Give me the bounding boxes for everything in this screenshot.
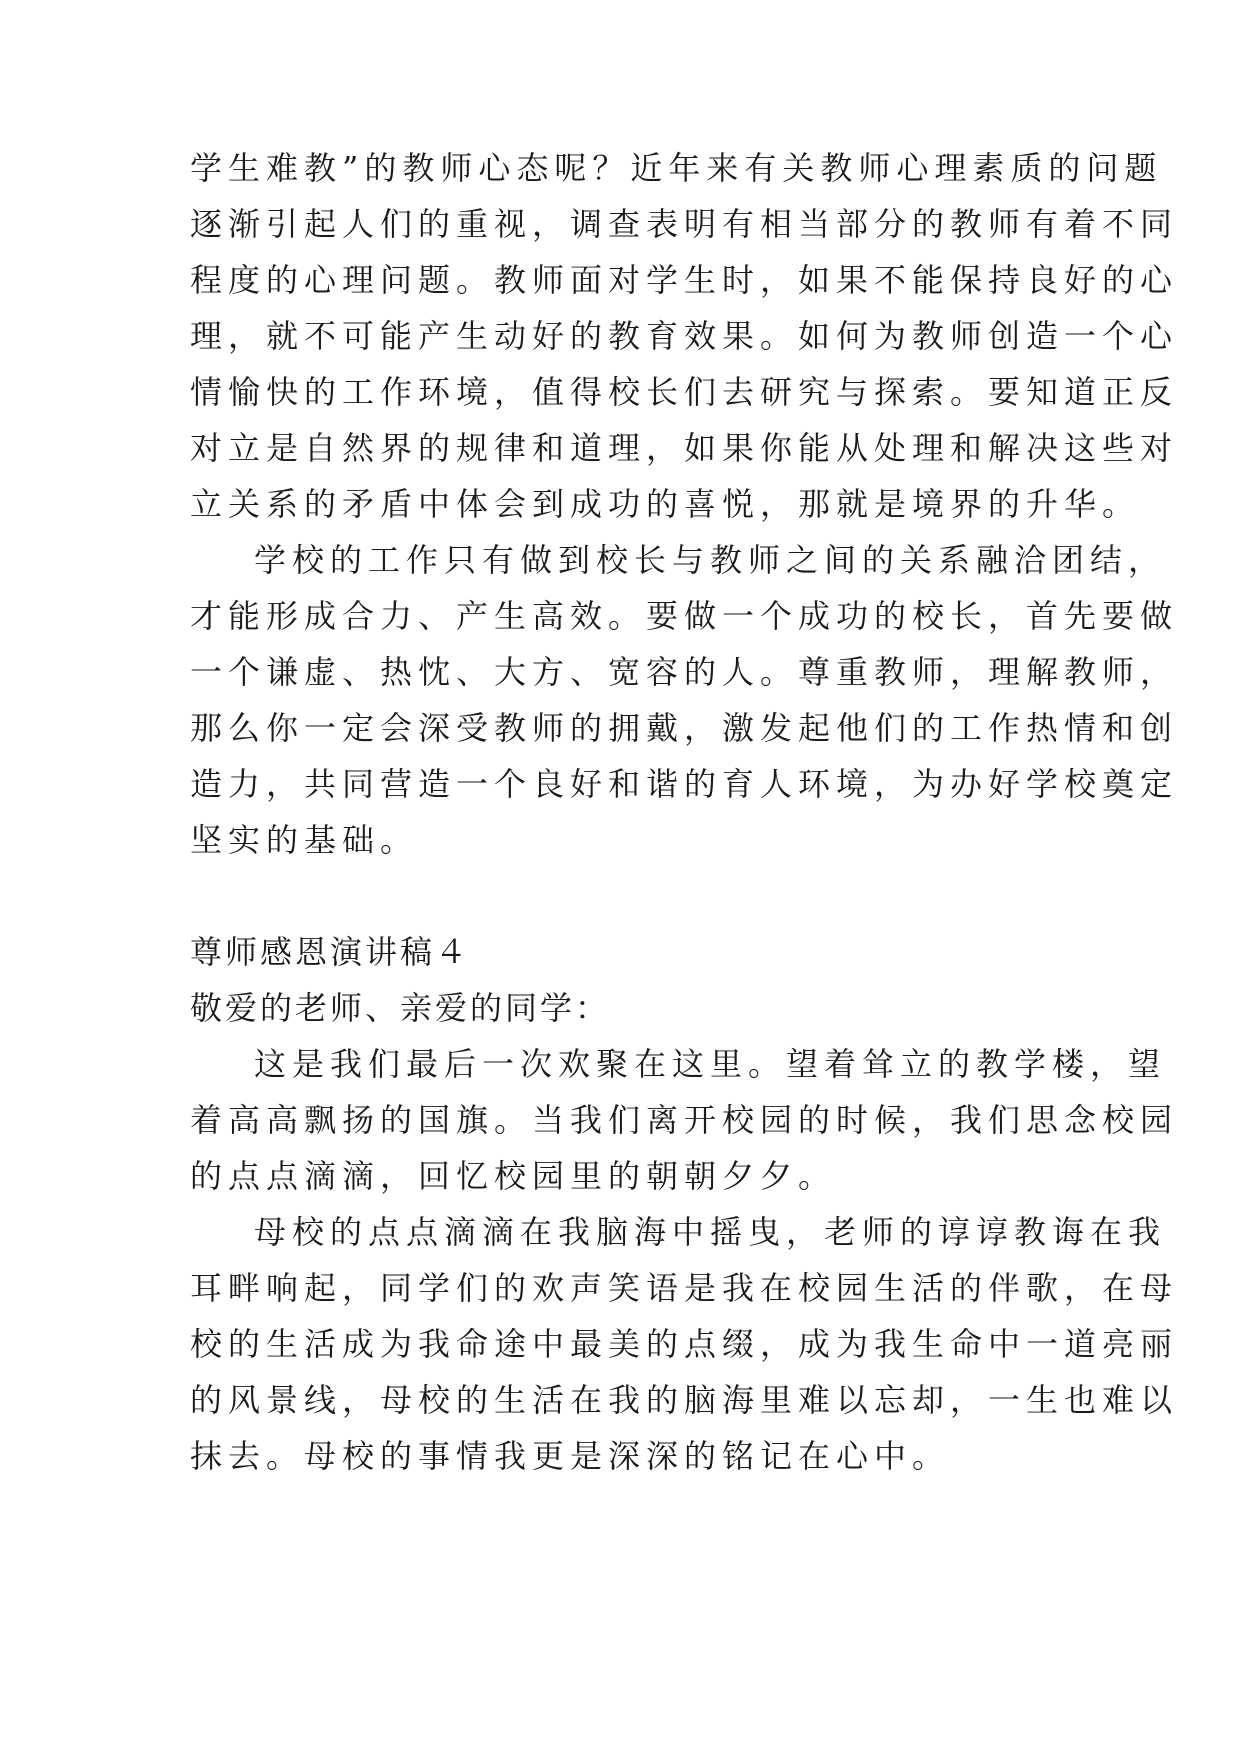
paragraph-2-line-5: 造力，共同营造一个良好和谐的育人环境，为办好学校奠定 [190,765,1179,803]
paragraph-2-line-1: 学校的工作只有做到校长与教师之间的关系融洽团结， [254,541,1167,579]
paragraph-1-line-6: 对立是自然界的规律和道理，如果你能从处理和解决这些对 [190,429,1179,467]
paragraph-1-line-7: 立关系的矛盾中体会到成功的喜悦，那就是境界的升华。 [190,485,1141,523]
paragraph-2-line-6: 坚实的基础。 [190,821,419,859]
paragraph-3-line-3: 的点点滴滴，回忆校园里的朝朝夕夕。 [190,1157,837,1195]
paragraph-1-line-5: 情愉快的工作环境，值得校长们去研究与探索。要知道正反 [190,373,1179,411]
paragraph-4-line-1: 母校的点点滴滴在我脑海中摇曳，老师的谆谆教诲在我 [254,1213,1167,1251]
paragraph-2-line-3: 一个谦虚、热忱、大方、宽容的人。尊重教师，理解教师， [190,653,1179,691]
paragraph-1-line-3: 程度的心理问题。教师面对学生时，如果不能保持良好的心 [190,261,1179,299]
paragraph-4-line-3: 校的生活成为我命途中最美的点缀，成为我生命中一道亮丽 [190,1325,1179,1363]
salutation: 敬爱的老师、亲爱的同学： [190,989,611,1027]
section-title: 尊师感恩演讲稿４ [190,933,471,971]
paragraph-3-line-2: 着高高飘扬的国旗。当我们离开校园的时候，我们思念校园 [190,1101,1179,1139]
paragraph-4-line-5: 抹去。母校的事情我更是深深的铭记在心中。 [190,1437,951,1475]
paragraph-1-line-1: 学生难教”的教师心态呢？近年来有关教师心理素质的问题 [190,149,1163,187]
paragraph-4-line-4: 的风景线，母校的生活在我的脑海里难以忘却，一生也难以 [190,1381,1179,1419]
paragraph-1-line-2: 逐渐引起人们的重视，调查表明有相当部分的教师有着不同 [190,205,1179,243]
paragraph-1-line-4: 理，就不可能产生动好的教育效果。如何为教师创造一个心 [190,317,1179,355]
paragraph-2-line-2: 才能形成合力、产生高效。要做一个成功的校长，首先要做 [190,597,1179,635]
paragraph-4-line-2: 耳畔响起，同学们的欢声笑语是我在校园生活的伴歌，在母 [190,1269,1179,1307]
paragraph-3-line-1: 这是我们最后一次欢聚在这里。望着耸立的教学楼，望 [254,1045,1167,1083]
paragraph-2-line-4: 那么你一定会深受教师的拥戴，激发起他们的工作热情和创 [190,709,1179,747]
